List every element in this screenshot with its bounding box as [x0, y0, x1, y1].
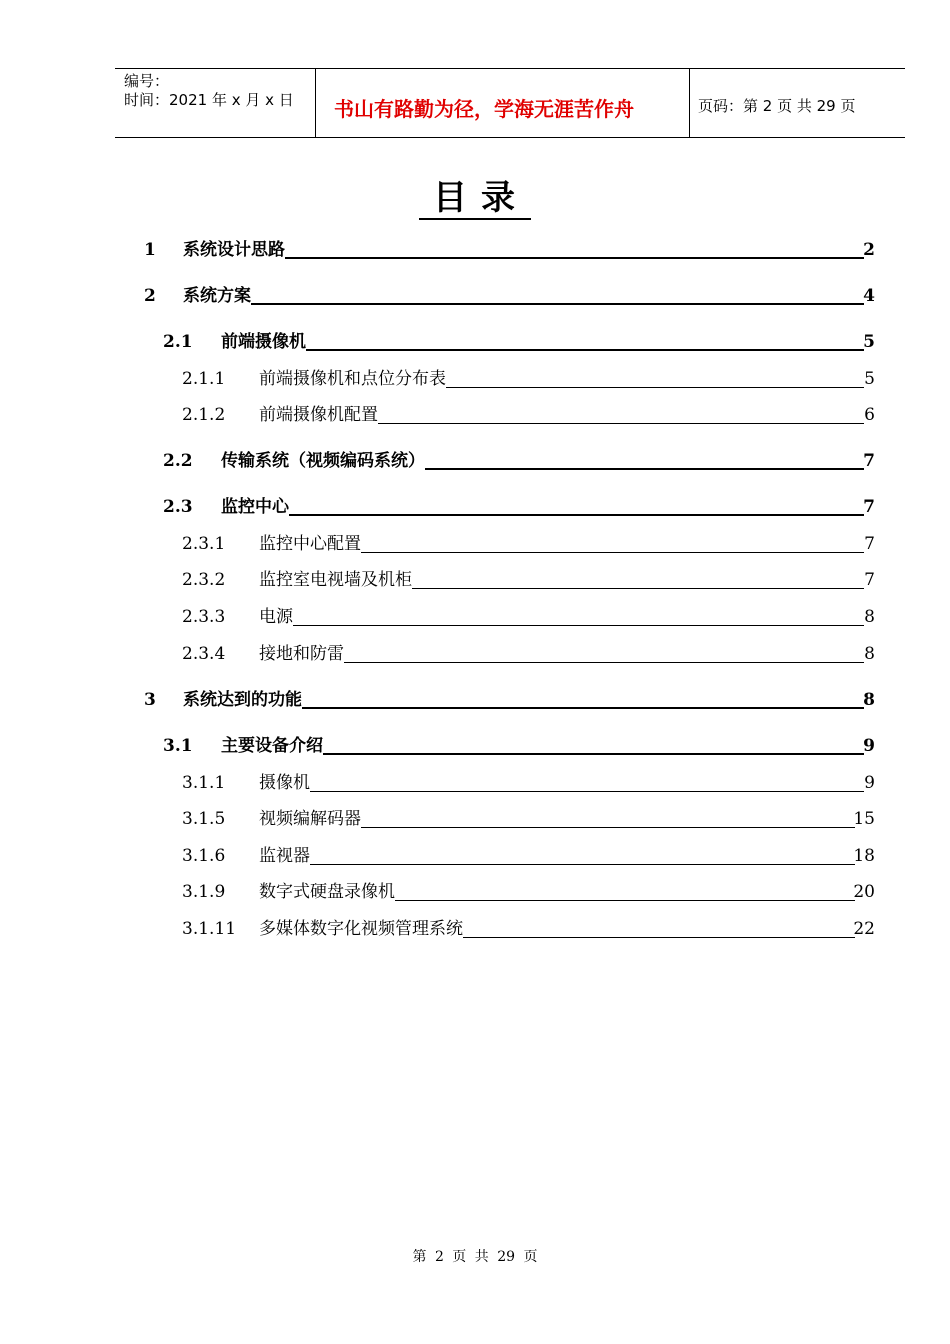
toc-entry[interactable] — [0, 734, 950, 758]
toc-leader-line — [259, 662, 864, 663]
toc-entry-page: 8 — [863, 690, 875, 710]
toc-entry[interactable] — [0, 642, 950, 666]
toc-entry-number: 2.3.1 — [182, 534, 226, 554]
toc-leader-line — [183, 257, 864, 259]
toc-leader-line — [221, 349, 864, 351]
toc-entry-title: 监控中心 — [221, 497, 289, 517]
toc-entry-title: 传输系统（视频编码系统） — [221, 451, 425, 471]
toc-entry-title: 电源 — [259, 607, 293, 627]
toc-entry-number: 1 — [144, 240, 156, 260]
toc-entry-number: 2.3 — [163, 497, 193, 517]
toc-entry-number: 2.2 — [163, 451, 193, 471]
toc-entry-title: 系统方案 — [183, 286, 251, 306]
toc-entry-page: 7 — [864, 570, 875, 590]
toc-entry-title: 前端摄像机配置 — [259, 405, 378, 425]
header-motto-cell — [316, 69, 690, 137]
toc-entry-number: 2.3.2 — [182, 570, 226, 590]
toc-entry-title: 监控中心配置 — [259, 534, 361, 554]
toc-entry[interactable] — [0, 688, 950, 712]
toc-leader-line — [259, 625, 864, 626]
toc-entry-page: 7 — [863, 497, 875, 517]
toc-entry-number: 2 — [144, 286, 156, 306]
header-motto: 书山有路勤为径，学海无涯苦作舟 — [334, 97, 634, 121]
toc-entry-title: 系统达到的功能 — [183, 690, 302, 710]
toc-entry[interactable] — [0, 880, 950, 904]
toc-title-text: 目录 — [419, 178, 531, 220]
toc-entry-title: 视频编解码器 — [259, 809, 361, 829]
toc-entry[interactable] — [0, 284, 950, 308]
toc-entry[interactable] — [0, 238, 950, 262]
toc-entry[interactable] — [0, 449, 950, 473]
toc-entry[interactable] — [0, 807, 950, 831]
toc-entry[interactable] — [0, 568, 950, 592]
toc-entry-page: 2 — [863, 240, 875, 260]
code-label: 编号： — [124, 72, 170, 90]
toc-entry-number: 3.1.11 — [182, 919, 237, 939]
toc-entry-number: 2.1.2 — [182, 405, 226, 425]
toc-leader-line — [221, 514, 864, 516]
toc-leader-line — [183, 303, 864, 305]
toc-entry-page: 7 — [863, 451, 875, 471]
toc-entry-page: 8 — [864, 607, 875, 627]
toc-entry-title: 接地和防雷 — [259, 644, 344, 664]
toc-title — [0, 170, 950, 219]
page-footer: 第 2 页 共 29 页 — [412, 1249, 538, 1265]
toc-entry-title: 主要设备介绍 — [221, 736, 323, 756]
toc-entry-title: 监控室电视墙及机柜 — [259, 570, 412, 590]
toc-entry-number: 3.1 — [163, 736, 193, 756]
toc-entry[interactable] — [0, 771, 950, 795]
toc-entry-title: 数字式硬盘录像机 — [259, 882, 395, 902]
toc-entry-number: 2.3.4 — [182, 644, 226, 664]
toc-entry[interactable] — [0, 367, 950, 391]
toc-entry-page: 22 — [853, 919, 875, 939]
header-meta-cell — [115, 69, 316, 137]
toc-entry[interactable] — [0, 403, 950, 427]
toc-entry-title: 系统设计思路 — [183, 240, 285, 260]
toc-entry-title: 前端摄像机和点位分布表 — [259, 369, 446, 389]
toc-entry-page: 7 — [864, 534, 875, 554]
toc-entry-title: 摄像机 — [259, 773, 310, 793]
toc-entry-page: 5 — [864, 369, 875, 389]
toc-entry-number: 2.1.1 — [182, 369, 226, 389]
toc-entry-number: 3.1.9 — [182, 882, 226, 902]
toc-entry[interactable] — [0, 532, 950, 556]
toc-entry-number: 3 — [144, 690, 156, 710]
toc-entry-page: 4 — [863, 286, 875, 306]
time-label: 时间：2021 年 x 月 x 日 — [124, 91, 294, 109]
header-page-info: 页码：第 2 页 共 29 页 — [698, 97, 856, 115]
toc-entry-page: 15 — [853, 809, 875, 829]
toc-entry-page: 5 — [863, 332, 875, 352]
toc-entry-page: 9 — [863, 736, 875, 756]
toc-entry-title: 多媒体数字化视频管理系统 — [259, 919, 463, 939]
toc-entry-page: 20 — [853, 882, 875, 902]
toc-entry-page: 6 — [864, 405, 875, 425]
toc-entry-title: 监视器 — [259, 846, 310, 866]
toc-entry-page: 9 — [864, 773, 875, 793]
header-page-cell — [690, 69, 905, 137]
toc-entry-number: 3.1.5 — [182, 809, 226, 829]
toc-entry-number: 2.3.3 — [182, 607, 226, 627]
toc-entry-page: 8 — [864, 644, 875, 664]
toc-entry-title: 前端摄像机 — [221, 332, 306, 352]
toc-entry-page: 18 — [853, 846, 875, 866]
toc-leader-line — [259, 791, 864, 792]
toc-entry-number: 3.1.1 — [182, 773, 226, 793]
page-header — [115, 68, 905, 138]
toc-leader-line — [259, 864, 855, 865]
toc-entry[interactable] — [0, 917, 950, 941]
toc-entry[interactable] — [0, 605, 950, 629]
toc-entry[interactable] — [0, 495, 950, 519]
toc-entry[interactable] — [0, 330, 950, 354]
toc-entry-number: 2.1 — [163, 332, 193, 352]
toc-entry[interactable] — [0, 844, 950, 868]
toc-entry-number: 3.1.6 — [182, 846, 226, 866]
